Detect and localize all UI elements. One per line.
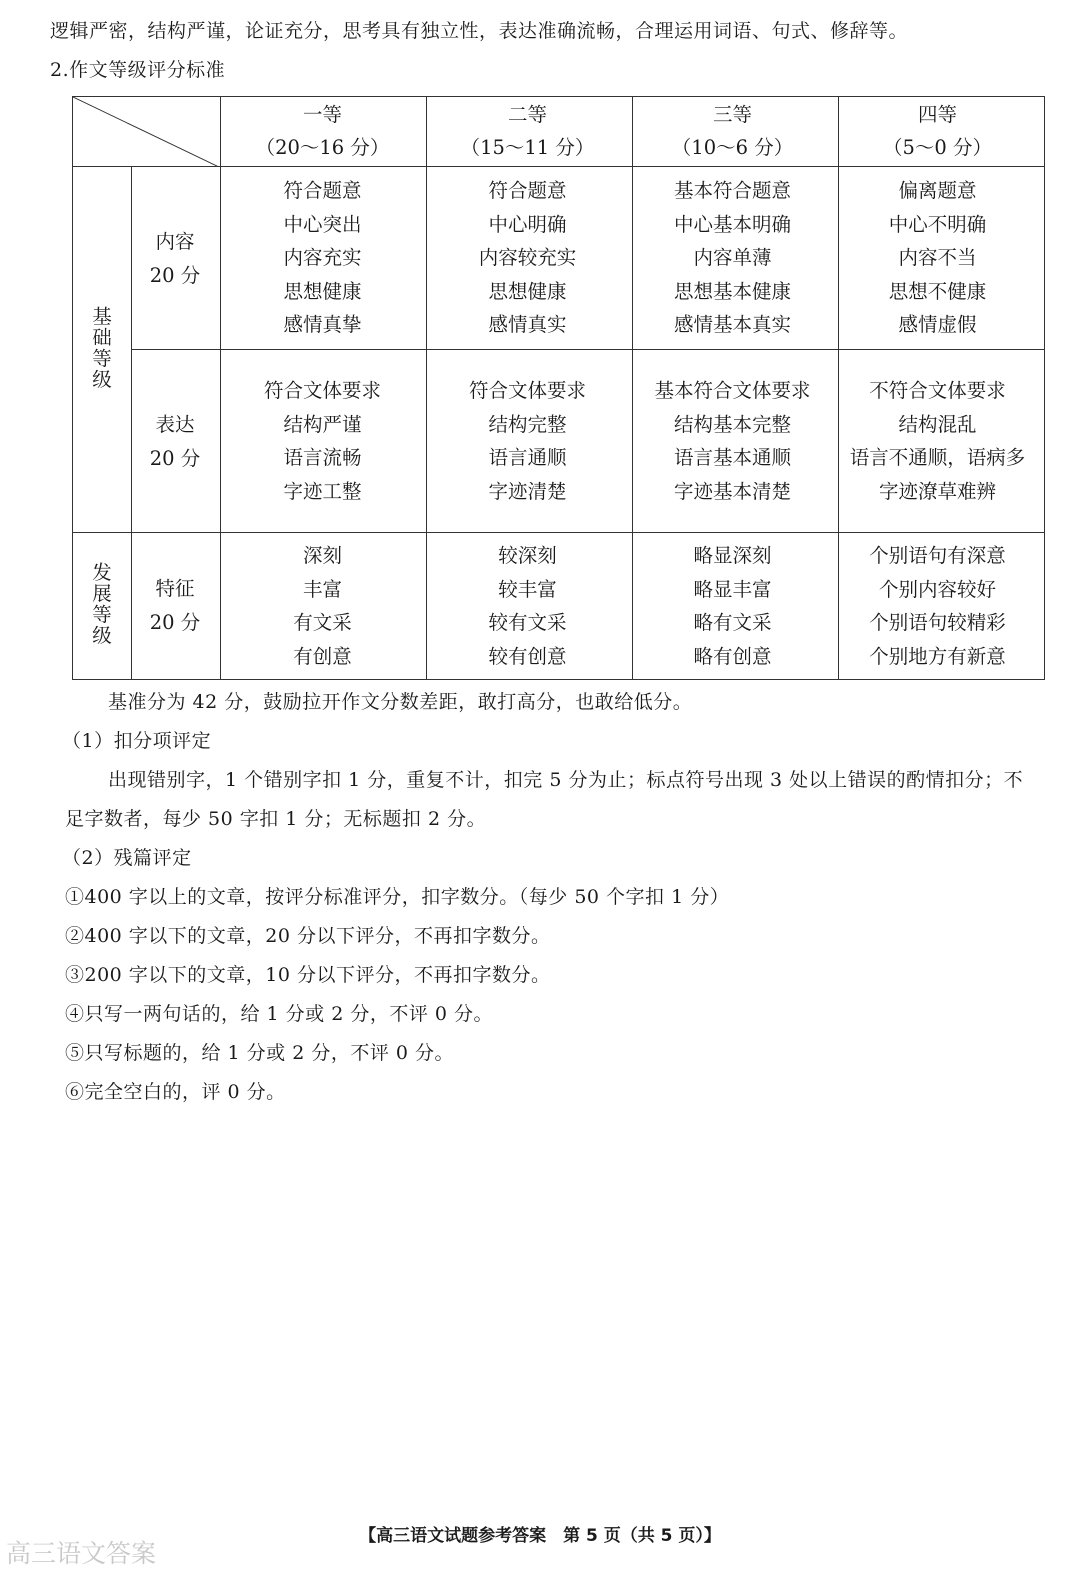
criterion: 较有文采 [488,611,567,634]
criterion: 字迹工整 [283,479,362,503]
grade-range: （15～11 分） [460,136,595,159]
criterion: 较有创意 [488,644,567,668]
criterion: 略显丰富 [693,577,772,601]
item-score: 20 分 [149,446,201,470]
cell-feature-grade4 [835,539,1040,673]
criterion: 内容充实 [283,246,362,269]
criterion: 较深刻 [498,544,557,567]
criterion: 有创意 [293,644,352,668]
criterion: 个别内容较好 [878,577,996,601]
criterion: 偏离题意 [898,179,977,202]
criterion: 感情真实 [488,313,567,336]
criterion: 思想基本健康 [673,279,791,303]
incomplete-item-6: ⑥完全空白的，评 0 分。 [65,1081,286,1103]
criterion: 结构混乱 [898,412,977,436]
item-name: 表达 [155,413,195,436]
incomplete-item-3: ③200 字以下的文章，10 分以下评分，不再扣字数分。 [65,964,551,986]
criterion: 符合题意 [488,179,567,202]
cell-expression-grade2 [425,374,630,508]
criterion: 思想不健康 [888,279,987,303]
criterion: 字迹清楚 [488,479,567,503]
cell-expression-grade1 [220,374,425,508]
criterion: 结构严谨 [283,412,362,436]
grade-range: （10～6 分） [671,136,794,159]
criterion: 中心明确 [488,212,567,236]
grade-range: （20～16 分） [255,136,390,159]
grade-1-header [220,98,425,164]
grade-3-header [630,98,835,164]
item-name: 内容 [155,230,195,253]
label-char: 发 [92,561,112,584]
grade-name: 四等 [917,103,957,126]
grade-range: （5～0 分） [882,136,992,159]
criterion: 语言流畅 [283,446,362,469]
label-char: 基 [92,305,112,328]
item-name: 特征 [155,577,195,600]
watermark: 高三语文答案 [6,1539,157,1568]
incomplete-item-5: ⑤只写标题的，给 1 分或 2 分，不评 0 分。 [65,1042,455,1064]
grade-name: 二等 [507,103,547,126]
criterion: 思想健康 [488,279,567,303]
incomplete-item-1: ①400 字以上的文章，按评分标准评分，扣字数分。（每少 50 个字扣 1 分） [65,886,730,908]
criterion: 中心不明确 [888,212,987,236]
criterion: 略有创意 [693,644,772,668]
criterion: 不符合文体要求 [869,379,1006,402]
criterion: 语言基本通顺 [673,446,791,469]
cell-content-grade1 [220,174,425,342]
incomplete-item-4: ④只写一两句话的，给 1 分或 2 分，不评 0 分。 [65,1003,494,1025]
criterion: 感情基本真实 [673,313,791,336]
criterion: 内容不当 [898,246,977,269]
deduct-title: （1）扣分项评定 [62,730,212,752]
grade-name: 三等 [712,103,752,126]
criterion: 个别语句较精彩 [869,611,1006,634]
cell-feature-grade3 [630,539,835,673]
criterion: 个别地方有新意 [869,644,1006,668]
cell-content-grade4 [835,174,1040,342]
label-char: 级 [92,368,112,391]
criterion: 感情真挚 [283,313,362,336]
basic-level-label [87,306,117,390]
cell-feature-grade1 [220,539,425,673]
table-corner-cell [73,97,221,167]
item-score: 20 分 [149,263,201,287]
cell-content-grade3 [630,174,835,342]
criterion: 有文采 [293,611,352,634]
criterion: 思想健康 [283,279,362,303]
label-char: 等 [92,347,112,370]
deduct-line-2: 足字数者，每少 50 字扣 1 分；无标题扣 2 分。 [65,808,487,830]
cell-feature-grade2 [425,539,630,673]
row-content-label [131,225,219,292]
criterion: 感情虚假 [898,313,977,336]
criterion: 符合题意 [283,179,362,202]
criterion: 结构基本完整 [673,412,791,436]
criterion: 中心基本明确 [673,212,791,236]
intro-line: 逻辑严密，结构严谨，论证充分，思考具有独立性，表达准确流畅，合理运用词语、句式、修辞等。 [50,20,909,42]
label-char: 等 [92,603,112,626]
criterion: 符合文体要求 [468,379,586,402]
grade-name: 一等 [302,103,342,126]
criterion: 略有文采 [693,611,772,634]
criterion: 个别语句有深意 [869,544,1006,567]
criterion: 语言不通顺，语病多 [849,446,1026,469]
incomplete-title: （2）残篇评定 [62,847,192,869]
row-expression-label [131,408,219,475]
deduct-line-1: 出现错别字，1 个错别字扣 1 分，重复不计，扣完 5 分为止；标点符号出现 3 处以上错误的酌情扣分；不 [108,769,1024,791]
criterion: 较丰富 [498,577,557,601]
label-char: 础 [92,326,112,349]
grade-4-header [835,98,1040,164]
cell-expression-grade3 [630,374,835,508]
criterion: 基本符合文体要求 [654,379,811,402]
incomplete-item-2: ②400 字以下的文章，20 分以下评分，不再扣字数分。 [65,925,551,947]
criterion: 丰富 [302,577,342,601]
row-feature-label [131,572,219,639]
label-char: 展 [92,582,112,605]
criterion: 内容单薄 [693,246,772,269]
criterion: 基本符合题意 [673,179,791,202]
criterion: 深刻 [302,544,342,567]
criterion: 字迹基本清楚 [673,479,791,503]
item-score: 20 分 [149,610,201,634]
develop-level-label [87,562,117,646]
criterion: 结构完整 [488,412,567,436]
criterion: 内容较充实 [478,246,577,269]
corner-diagonal [73,97,219,167]
cell-expression-grade4 [835,374,1040,508]
label-char: 级 [92,624,112,647]
grade-2-header [425,98,630,164]
section-title: 2.作文等级评分标准 [50,59,226,81]
cell-content-grade2 [425,174,630,342]
criterion: 语言通顺 [488,446,567,469]
criterion: 略显深刻 [693,544,772,567]
criterion: 符合文体要求 [263,379,381,402]
base-score-paragraph: 基准分为 42 分，鼓励拉开作文分数差距，敢打高分，也敢给低分。 [108,691,693,713]
criterion: 字迹潦草难辨 [878,479,996,503]
page-footer: 【高三语文试题参考答案 第 5 页（共 5 页）】 [359,1526,721,1546]
criterion: 中心突出 [283,212,362,236]
